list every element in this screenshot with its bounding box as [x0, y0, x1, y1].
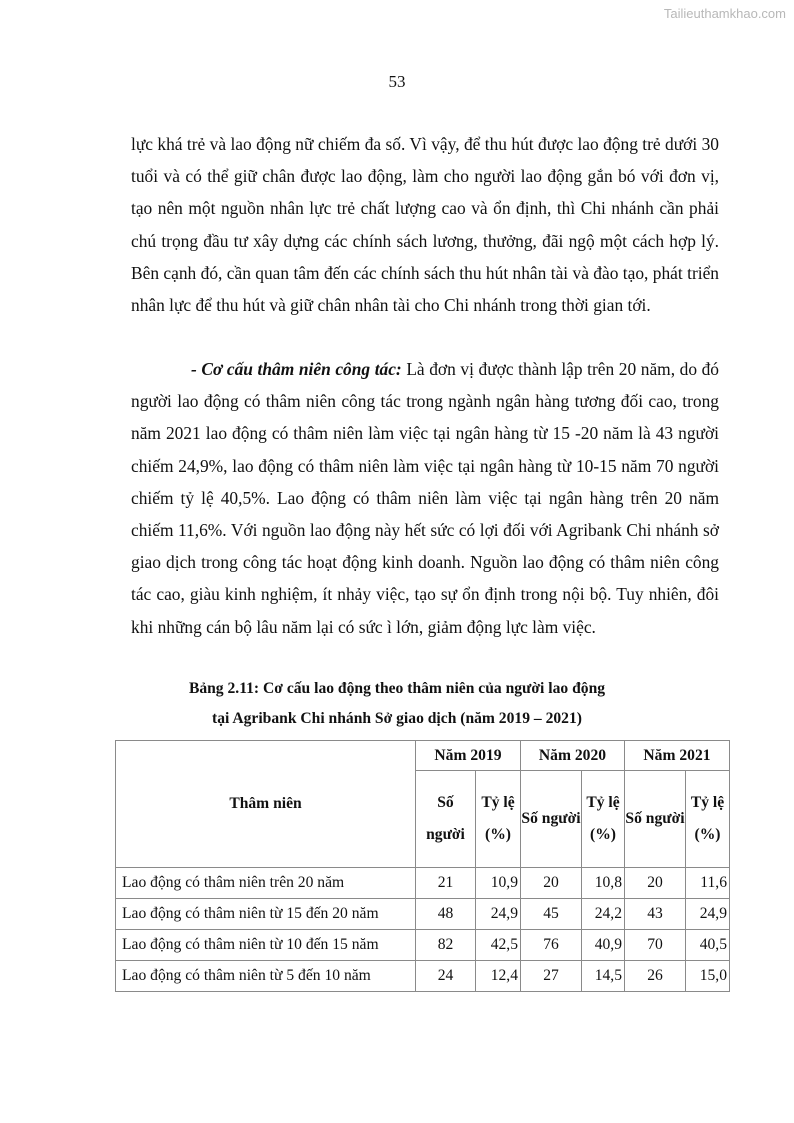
header-pct-2021: Tỷ lệ (%) [686, 771, 730, 868]
header-count-2021: Số người [625, 771, 686, 868]
header-count-2020: Số người [521, 771, 582, 868]
watermark: Tailieuthamkhao.com [663, 6, 786, 21]
paragraph-body: Là đơn vị được thành lập trên 20 năm, do đó người lao động có thâm niên công tác trong ngành ngân hàng tương đối cao, trong năm 2021 lao động có thâm niên làm việc tại ngân hàng từ 15 -20 năm là 43 người chiếm 24,9%, lao động có thâm niên làm việc tại ngân hàng từ 10-15 năm 70 người chiếm tỷ lệ 40,5%. Lao động có thâm niên làm việc tại ngân hàng trên 20 năm chiếm 11,6%. Với nguồn lao động này hết sức có lợi đối với Agribank Chi nhánh sở giao dịch trong công tác hoạt động kinh doanh. Nguồn lao động có thâm niên công tác cao, giàu kinh nghiệm, ít nhảy việc, tạo sự ổn định trong nội bộ. Tuy nhiên, đôi khi những cán bộ lâu năm lại có sức ì lớn, giảm động lực làm việc. [131, 359, 719, 637]
cell-count-2019: 24 [416, 961, 476, 992]
header-pct-2020: Tỷ lệ (%) [582, 771, 625, 868]
paragraph-seniority-structure [131, 353, 719, 643]
cell-pct-2021: 11,6 [686, 868, 730, 899]
row-label: Lao động có thâm niên từ 15 đến 20 năm [116, 899, 416, 930]
cell-pct-2020: 24,2 [582, 899, 625, 930]
cell-pct-2021: 40,5 [686, 930, 730, 961]
header-count-2019: Số người [416, 771, 476, 868]
cell-count-2019: 48 [416, 899, 476, 930]
cell-count-2021: 20 [625, 868, 686, 899]
table-row [116, 868, 730, 899]
cell-pct-2020: 14,5 [582, 961, 625, 992]
table-row [116, 961, 730, 992]
cell-count-2020: 27 [521, 961, 582, 992]
seniority-table [115, 740, 730, 992]
header-year-2019: Năm 2019 [416, 741, 521, 771]
paragraph-text: lực khá trẻ và lao động nữ chiếm đa số. Vì vậy, để thu hút được lao động trẻ dưới 30 tuổi và có thể giữ chân được lao động, làm cho người lao động gắn bó với đơn vị, tạo nên một nguồn nhân lực trẻ chất lượng cao và ổn định, thì Chi nhánh cần phải chú trọng đầu tư xây dựng các chính sách lương, thưởng, đãi ngộ một cách hợp lý. Bên cạnh đó, cần quan tâm đến các chính sách thu hút nhân tài và đào tạo, phát triển nhân lực để thu hút và giữ chân nhân tài cho Chi nhánh trong thời gian tới. [131, 134, 719, 316]
cell-pct-2020: 40,9 [582, 930, 625, 961]
cell-pct-2020: 10,8 [582, 868, 625, 899]
row-label: Lao động có thâm niên trên 20 năm [116, 868, 416, 899]
cell-count-2021: 43 [625, 899, 686, 930]
table-row [116, 930, 730, 961]
table-header-row-years [116, 741, 730, 771]
header-year-2021: Năm 2021 [625, 741, 730, 771]
cell-count-2020: 20 [521, 868, 582, 899]
cell-pct-2019: 42,5 [476, 930, 521, 961]
row-label: Lao động có thâm niên từ 10 đến 15 năm [116, 930, 416, 961]
cell-count-2020: 45 [521, 899, 582, 930]
row-label: Lao động có thâm niên từ 5 đến 10 năm [116, 961, 416, 992]
table-caption-line1: Bảng 2.11: Cơ cấu lao động theo thâm niên của người lao động [188, 680, 606, 697]
header-pct-2019: Tỷ lệ (%) [476, 771, 521, 868]
page-number: 53 [388, 72, 406, 91]
cell-pct-2019: 24,9 [476, 899, 521, 930]
cell-count-2021: 70 [625, 930, 686, 961]
cell-count-2021: 26 [625, 961, 686, 992]
paragraph-workforce-policy [131, 128, 719, 321]
cell-pct-2019: 10,9 [476, 868, 521, 899]
cell-count-2019: 21 [416, 868, 476, 899]
cell-count-2019: 82 [416, 930, 476, 961]
table-row [116, 899, 730, 930]
cell-pct-2019: 12,4 [476, 961, 521, 992]
paragraph-lead-heading: - Cơ cấu thâm niên công tác: [191, 359, 402, 379]
cell-pct-2021: 15,0 [686, 961, 730, 992]
header-seniority: Thâm niên [116, 741, 416, 868]
header-year-2020: Năm 2020 [521, 741, 625, 771]
cell-pct-2021: 24,9 [686, 899, 730, 930]
paragraph-text [131, 353, 719, 643]
cell-count-2020: 76 [521, 930, 582, 961]
table-caption-line2: tại Agribank Chi nhánh Sở giao dịch (năm 2019 – 2021) [212, 710, 582, 727]
